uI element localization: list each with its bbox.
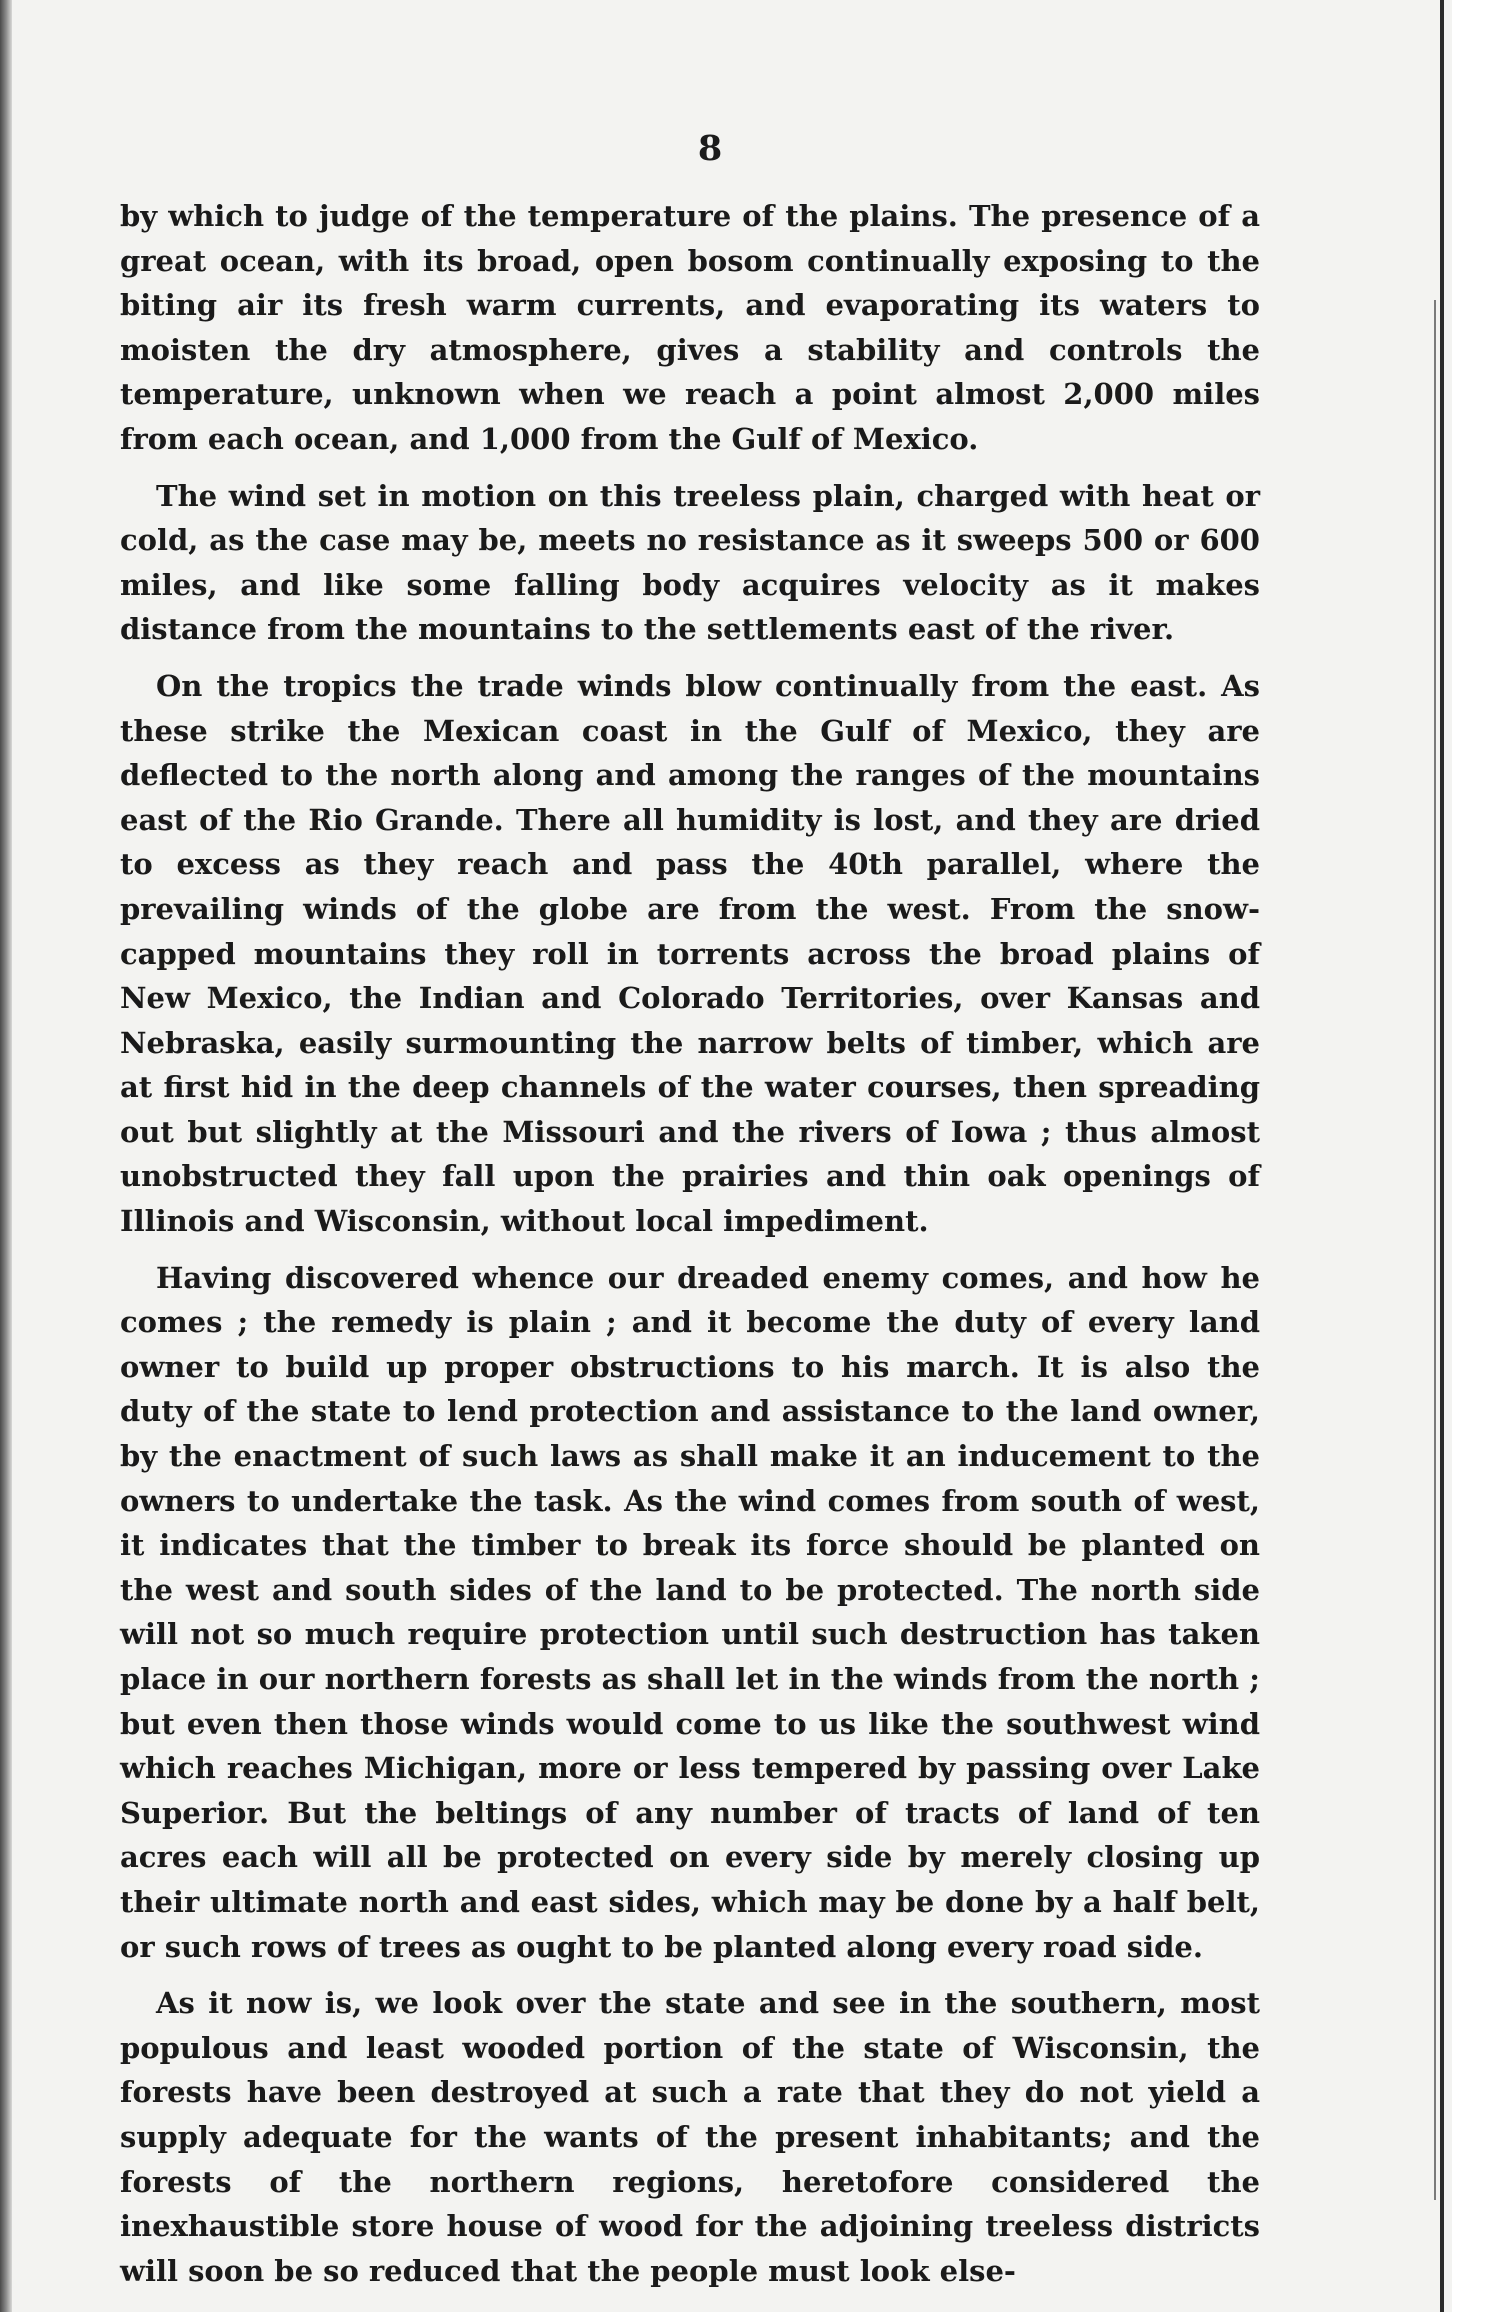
page-number: 8 (697, 128, 723, 169)
paragraph: On the tropics the trade winds blow continually from the east. As these strike the Mexican coast in the Gulf of Mexico, they are deflected to the north along and among the ranges of the mountains east of the Rio Grande. There all humidity is lost, and they are dried to excess as they reach and pass the 40th parallel, where the prevailing winds of the globe are from the west. From the snow-capped mountains they roll in torrents across the broad plains of New Mexico, the Indian and Colorado Territories, over Kansas and Nebraska, easily surmounting the narrow belts of timber, which are at first hid in the deep channels of the water courses, then spreading out but slightly at the Missouri and the rivers of Iowa ; thus almost unobstructed they fall upon the prairies and thin oak openings of Illinois and Wisconsin, without local impediment. (120, 668, 1260, 1239)
scan-margin (1452, 0, 1486, 2312)
paragraph: As it now is, we look over the state and see in the southern, most populous and least wooded portion of the state of Wisconsin, the forests have been destroyed at such a rate that they do not yield a supply adequate for the wants of the present inhabitants; and the forests of the northern regions, heretofore considered the inexhaustible store house of wood for the adjoining treeless districts will soon be so reduced that the people must look else- (120, 1986, 1260, 2288)
page-right-border (1440, 0, 1444, 2312)
paragraph: The wind set in motion on this treeless plain, charged with heat or cold, as the case may be, meets no resistance as it sweeps 500 or 600 miles, and like some falling body acquires velocity as it makes distance from the mountains to the settlements east of the river. (120, 478, 1260, 647)
paragraph-continued: by which to judge of the temperature of the plains. The presence of a great ocean, with its broad, open bosom continually exposing to the biting air its fresh warm currents, and evaporating its waters to moisten the dry atmosphere, gives a stability and controls the temperature, unknown when we reach a point almost 2,000 miles from each ocean, and 1,000 from the Gulf of Mexico. (120, 199, 1260, 456)
page-left-edge (0, 0, 12, 2312)
body-text (120, 194, 1260, 2305)
page-right-shadow (1434, 300, 1436, 2200)
paragraph: Having discovered whence our dreaded enemy comes, and how he comes ; the remedy is plain ; and it become the duty of every land owner to build up proper obstructions to his march. It is also the duty of the state to lend protection and assistance to the land owner, by the enactment of such laws as shall make it an inducement to the owners to undertake the task. As the wind comes from south of west, it indicates that the timber to break its force should be planted on the west and south sides of the land to be protected. The north side will not so much require protection until such destruction has taken place in our northern forests as shall let in the winds from the north ; but even then those winds would come to us like the southwest wind which reaches Michigan, more or less tempered by passing over Lake Superior. But the beltings of any number of tracts of land of ten acres each will all be protected on every side by merely closing up their ultimate north and east sides, which may be done by a half belt, or such rows of trees as ought to be planted along every road side. (120, 1260, 1260, 1964)
